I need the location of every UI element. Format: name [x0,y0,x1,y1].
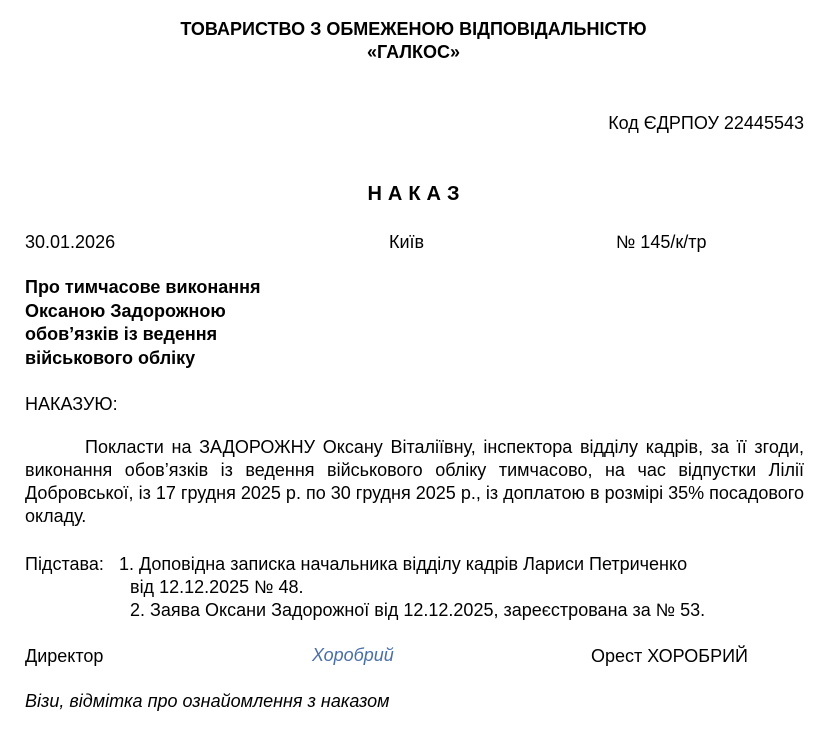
company-name [0,18,827,64]
subject-line-3: обов’язків із ведення [25,324,218,344]
document-title: НАКАЗ [367,183,466,205]
company-name-line1: ТОВАРИСТВО З ОБМЕЖЕНОЮ ВІДПОВІДАЛЬНІСТЮ [180,19,647,39]
basis-row-2 [25,599,804,622]
basis-item-1-continuation: від 12.12.2025 № 48. [130,577,304,597]
handwritten-signature: Хоробрий [312,645,394,665]
subject-line-2: Оксаною Задорожною [25,300,226,321]
basis-row-1-continuation [25,576,804,599]
signatory-role: Директор [25,646,104,666]
basis-section [25,553,804,622]
order-directive: НАКАЗУЮ: [25,394,118,414]
basis-item-2: 2. Заява Оксани Задорожної від 12.12.2025, зареєстрована за № 53. [130,600,706,620]
order-subject [25,276,260,370]
basis-label: Підстава: [25,554,104,574]
visas-note: Візи, відмітка про ознайомлення з наказом [25,691,390,711]
order-number: № 145/к/тр [616,232,707,252]
order-date: 30.01.2026 [25,232,116,252]
order-city: Київ [389,232,425,252]
company-name-line2: «ГАЛКОС» [367,42,460,62]
basis-row-1 [25,553,804,576]
subject-line-4: військового обліку [25,347,196,368]
basis-item-1: 1. Доповідна записка начальника відділу кадрів Лариси Петриченко [119,554,688,574]
signatory-name: Орест ХОРОБРИЙ [591,646,748,666]
edrpou-code: Код ЄДРПОУ 22445543 [608,113,804,133]
order-body-paragraph: Покласти на ЗАДОРОЖНУ Оксану Віталіївну, інспектора відділу кадрів, за її згоди, виконання обов’язків із ведення військового обліку тимчасово, на час відпустки Лілії Добровської, із 17 грудня 2025 р. по 30 грудня 2025 р., із доплатою в розмірі 35% посадового окладу. [25,437,804,526]
subject-line-1: Про тимчасове виконання [25,277,261,297]
